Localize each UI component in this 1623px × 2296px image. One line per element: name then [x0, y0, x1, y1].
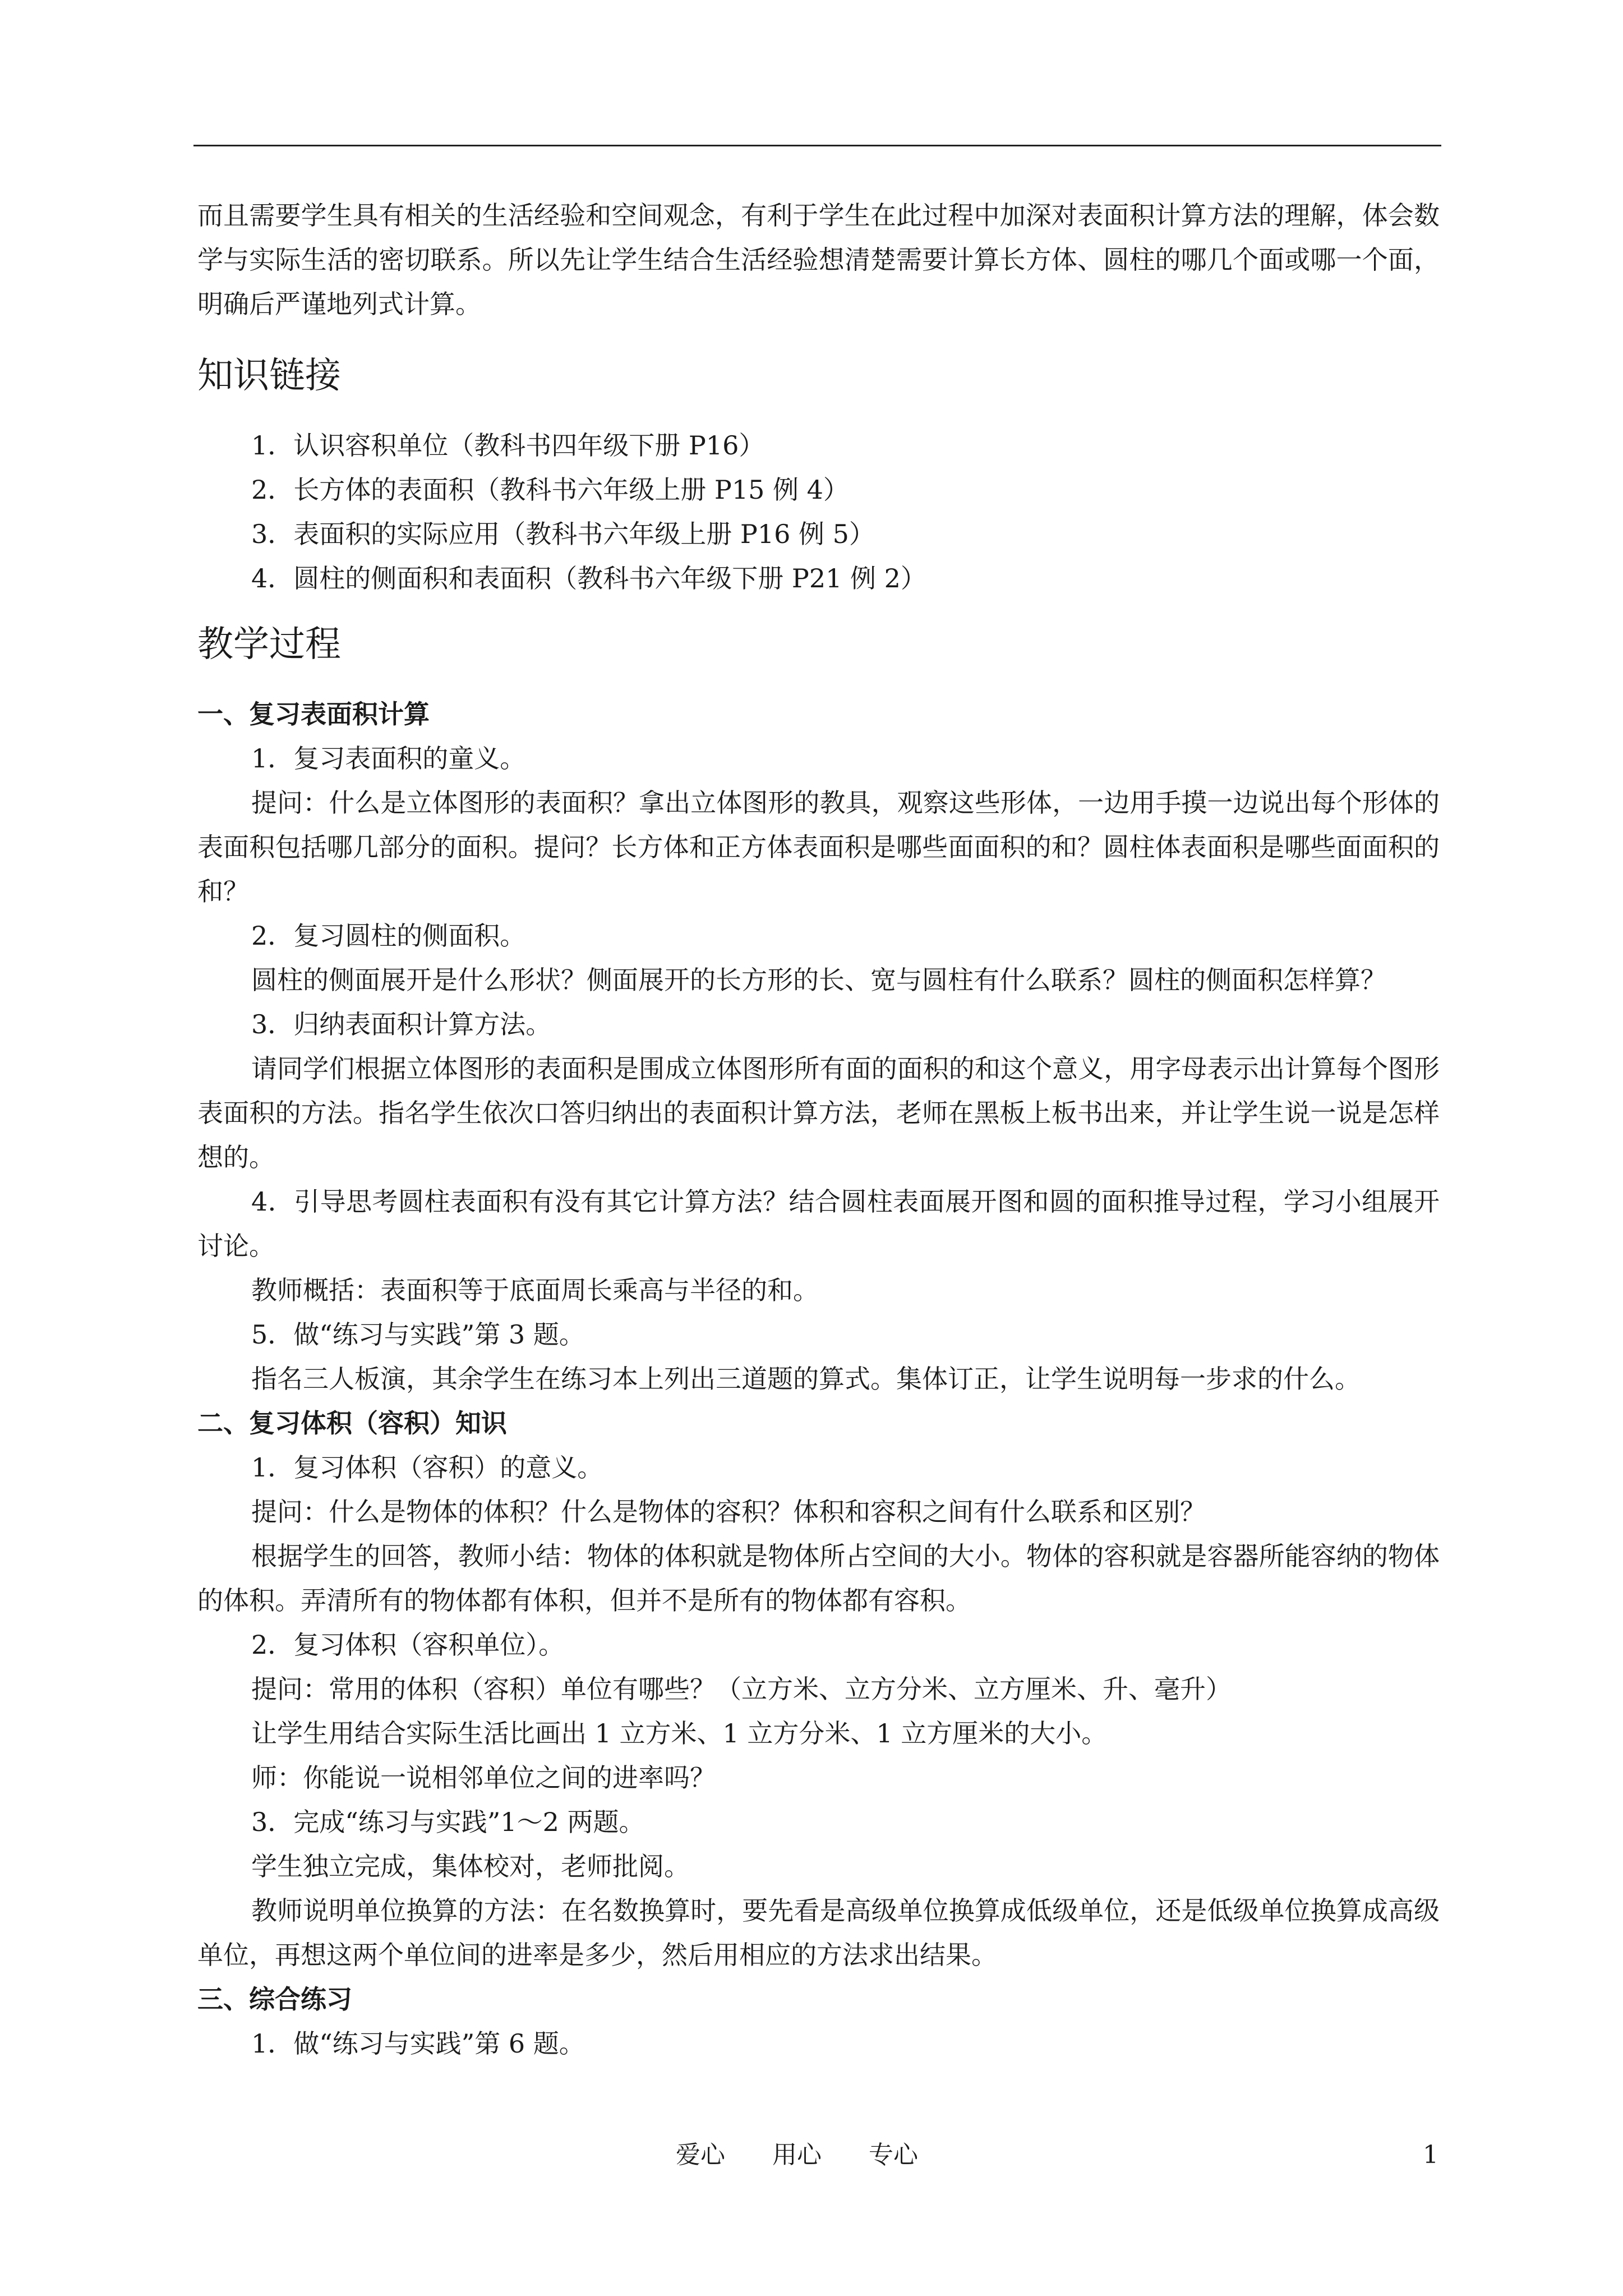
list-item: 1．认识容积单位（教科书四年级下册 P16） [251, 430, 765, 461]
paragraph: 提问：常用的体积（容积）单位有哪些？（立方米、立方分米、立方厘米、升、毫升） [251, 1673, 1232, 1704]
list-item: 4．圆柱的侧面积和表面积（教科书六年级下册 P21 例 2） [251, 563, 926, 593]
paragraph: 提问：什么是立体图形的表面积？拿出立体图形的教具，观察这些形体，一边用手摸一边说出每个形体的表面积包括哪几部分的面积。提问？长方体和正方体表面积是哪些面面积的和？圆柱体表面积是哪些面面积的和？ [197, 787, 1440, 907]
paragraph: 3．归纳表面积计算方法。 [251, 1009, 552, 1039]
section-two-title: 二、复习体积（容积）知识 [197, 1407, 507, 1438]
paragraph: 2．复习圆柱的侧面积。 [251, 920, 526, 951]
knowledge-heading: 知识链接 [197, 355, 341, 397]
paragraph: 1．复习表面积的童义。 [251, 743, 526, 774]
paragraph: 师：你能说一说相邻单位之间的进率吗？ [251, 1762, 716, 1793]
paragraph: 请同学们根据立体图形的表面积是围成立体图形所有面的面积的和这个意义，用字母表示出计算每个图形表面积的方法。指名学生依次口答归纳出的表面积计算方法，老师在黑板上板书出来，并让学生说一说是怎样想的。 [197, 1053, 1440, 1172]
paragraph: 学生独立完成，集体校对，老师批阅。 [251, 1851, 690, 1881]
paragraph: 3．完成“练习与实践”1～2 两题。 [251, 1806, 645, 1837]
paragraph: 5．做“练习与实践”第 3 题。 [251, 1319, 585, 1350]
paragraph: 圆柱的侧面展开是什么形状？侧面展开的长方形的长、宽与圆柱有什么联系？圆柱的侧面积怎样算？ [251, 964, 1386, 995]
page-number: 1 [1423, 2141, 1438, 2169]
paragraph: 提问：什么是物体的体积？什么是物体的容积？体积和容积之间有什么联系和区别？ [251, 1496, 1206, 1527]
footer-motto-word: 专心 [869, 2141, 918, 2169]
paragraph: 让学生用结合实际生活比画出 1 立方米、1 立方分米、1 立方厘米的大小。 [251, 1718, 1108, 1749]
paragraph: 教师概括：表面积等于底面周长乘高与半径的和。 [251, 1274, 819, 1305]
document-body [197, 194, 1440, 2066]
footer-motto-word: 爱心 [676, 2141, 725, 2169]
paragraph: 1．复习体积（容积）的意义。 [251, 1452, 603, 1483]
paragraph: 1．做“练习与实践”第 6 题。 [251, 2028, 585, 2059]
section-one-title: 一、复习表面积计算 [197, 698, 430, 729]
paragraph: 4．引导思考圆柱表面积有没有其它计算方法？结合圆柱表面展开图和圆的面积推导过程，学习小组展开讨论。 [197, 1186, 1440, 1261]
footer-motto [676, 2138, 918, 2172]
intro-paragraph: 而且需要学生具有相关的生活经验和空间观念，有利于学生在此过程中加深对表面积计算方法的理解，体会数学与实际生活的密切联系。所以先让学生结合生活经验想清楚需要计算长方体、圆柱的哪几个面或哪一个面，明确后严谨地列式计算。 [197, 200, 1440, 319]
list-item: 3．表面积的实际应用（教科书六年级上册 P16 例 5） [251, 518, 875, 549]
paragraph: 根据学生的回答，教师小结：物体的体积就是物体所占空间的大小。物体的容积就是容器所能容纳的物体的体积。弄清所有的物体都有体积，但并不是所有的物体都有容积。 [197, 1540, 1440, 1616]
paragraph: 2．复习体积（容积单位）。 [251, 1629, 565, 1660]
header-rule [193, 145, 1441, 146]
paragraph: 教师说明单位换算的方法：在名数换算时，要先看是高级单位换算成低级单位，还是低级单位换算成高级单位，再想这两个单位间的进率是多少，然后用相应的方法求出结果。 [197, 1895, 1440, 1970]
knowledge-list [197, 424, 1440, 601]
section-three-title: 三、综合练习 [197, 1984, 352, 2014]
footer-motto-word: 用心 [772, 2141, 822, 2169]
process-heading: 教学过程 [197, 623, 341, 665]
paragraph: 指名三人板演，其余学生在练习本上列出三道题的算式。集体订正，让学生说明每一步求的什么。 [251, 1363, 1361, 1394]
list-item: 2．长方体的表面积（教科书六年级上册 P15 例 4） [251, 474, 849, 505]
